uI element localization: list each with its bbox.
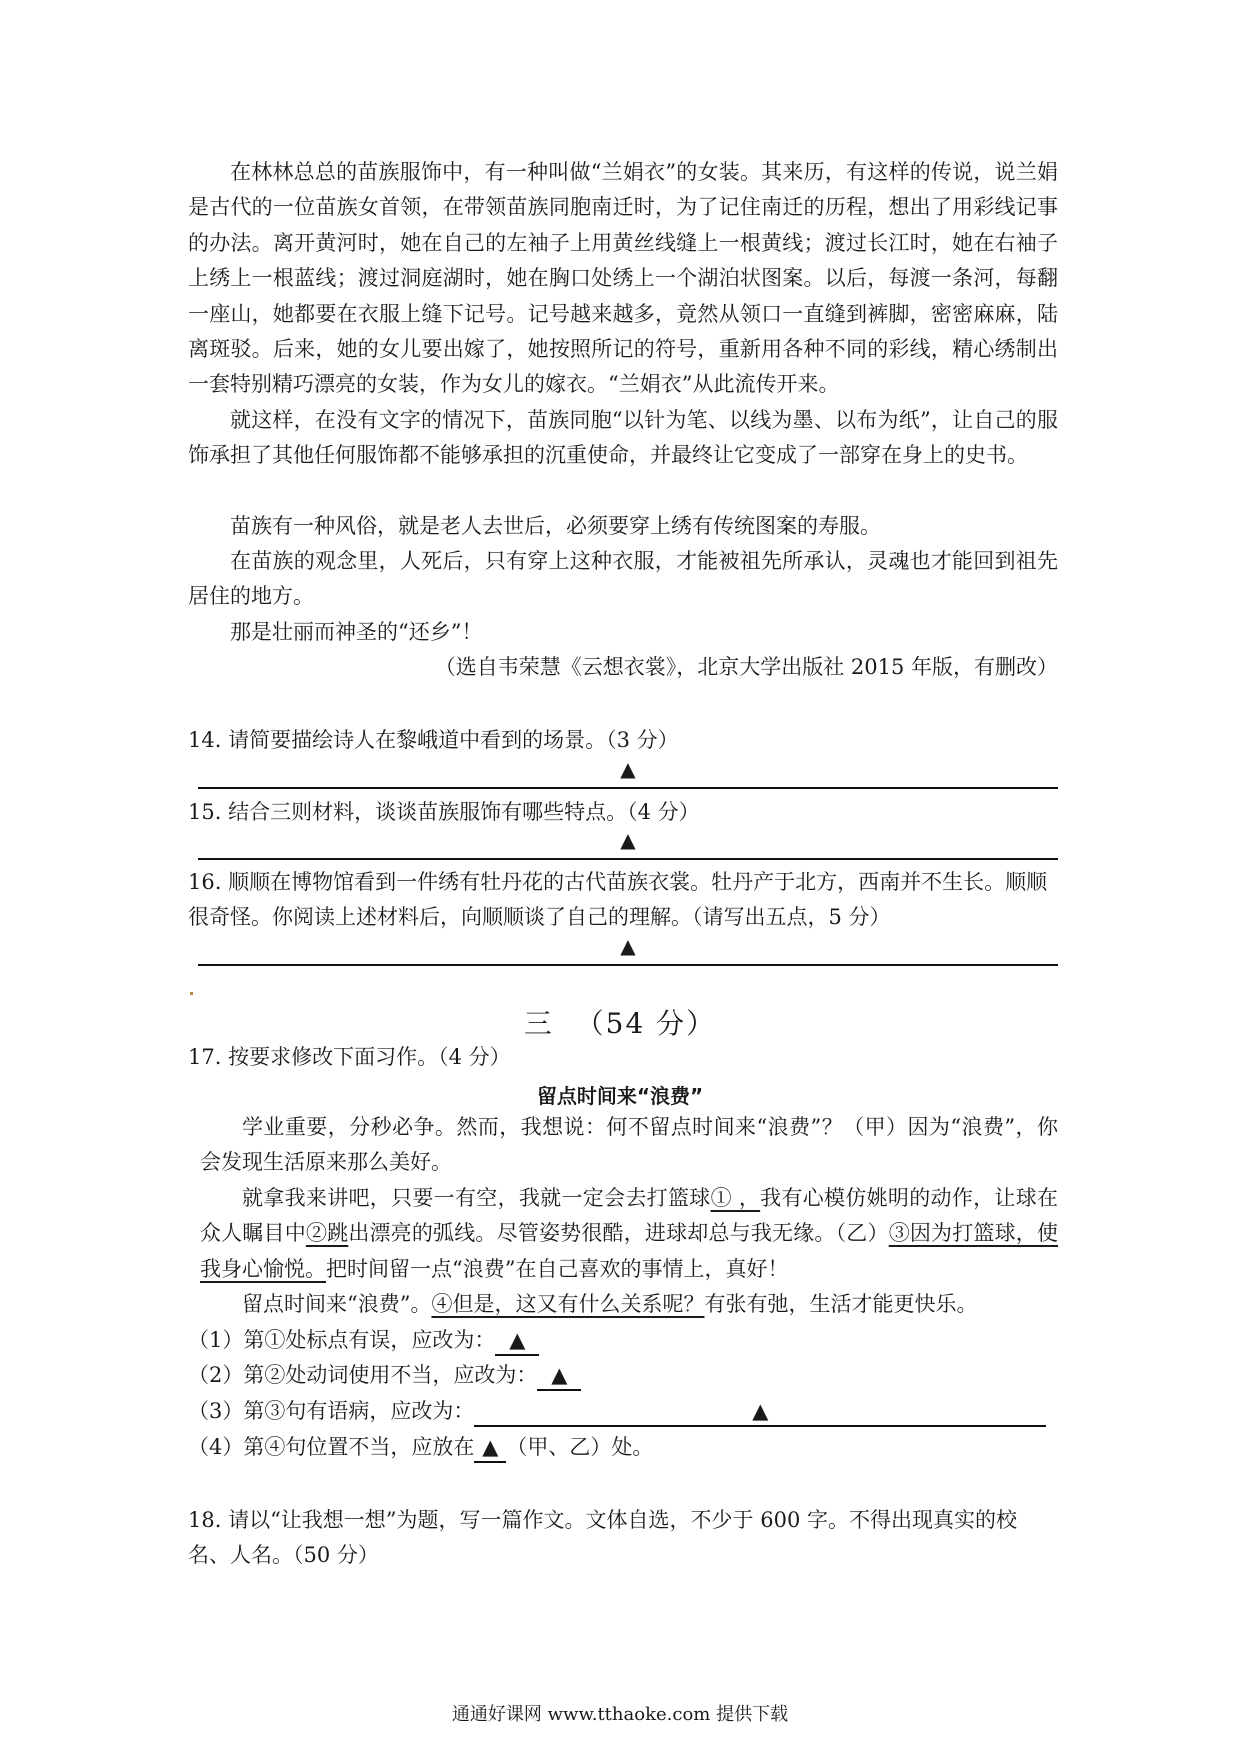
essay-text: 有张有弛，生活才能更快乐。 [704,1292,978,1316]
essay-text: 把时间留一点“浪费”在自己喜欢的事情上，真好！ [326,1256,789,1281]
question-17: 17. 按要求修改下面习作。（4 分） [188,1045,511,1069]
essay-title: 留点时间来“浪费” [536,1084,704,1108]
sub-question-label: （甲、乙）处。 [506,1435,654,1459]
essay-text: 我有心模仿姚明的动作，让球在众人瞩目中 [200,1186,1059,1246]
passage-paragraph-3: 苗族有一种风俗，就是老人去世后，必须要穿上绣有传统图案的寿服。 [230,514,881,538]
answer-mark: ▲ [752,1399,769,1423]
sub-question-4 [188,1430,1058,1465]
mark-3: ③因为打篮球，使我身心愉悦。 [200,1221,1058,1281]
question-14: 14. 请简要描绘诗人在黎峨道中看到的场景。（3 分） [188,728,679,752]
passage-paragraph-2: 就这样，在没有文字的情况下，苗族同胞“以针为笔、以线为墨、以布为纸”，让自己的服饰承担了其他任何服饰都不能够承担的沉重使命，并最终让它变成了一部穿在身上的史书。 [188,408,1058,468]
sub-question-label: （3）第③句有语病，应改为： [188,1399,475,1423]
passage-paragraph-1: 在林林总总的苗族服饰中，有一种叫做“兰娟衣”的女装。其来历，有这样的传说，说兰娟是古代的一位苗族女首领，在带领苗族同胞南迁时，为了记住南迁的历程，想出了用彩线记事的办法。离开黄河时，她在自己的左袖子上用黄丝线缝上一根黄线；渡过长江时，她在右袖子上绣上一根蓝线；渡过洞庭湖时，她在胸口处绣上一个湖泊状图案。以后，每渡一条河，每翻一座山，她都要在衣服上缝下记号。记号越来越多，竟然从领口一直缝到裤脚，密密麻麻，陆离斑驳。后来，她的女儿要出嫁了，她按照所记的符号，重新用各种不同的彩线，精心绣制出一套特别精巧漂亮的女装，作为女儿的嫁衣。“兰娟衣”从此流传开来。 [188,160,1058,397]
passage-paragraph-4: 在苗族的观念里，人死后，只有穿上这种衣服，才能被祖先所承认，灵魂也才能回到祖先居住的地方。 [188,549,1058,609]
essay-text: 就拿我来讲吧，只要一有空，我就一定会去打篮球 [242,1186,711,1210]
answer-mark: ▲ [620,757,636,781]
question-15: 15. 结合三则材料，谈谈苗族服饰有哪些特点。（4 分） [188,800,700,824]
answer-mark: ▲ [620,828,636,852]
sub-question-2 [188,1358,1058,1393]
answer-mark: ▲ [620,934,636,958]
answer-blank-1[interactable] [495,1328,539,1356]
essay-text: 留点时间来“浪费”。 [242,1292,432,1316]
essay-paragraph-1: 学业重要，分秒必争。然而，我想说：何不留点时间来“浪费”？（甲）因为“浪费”，你会发现生活原来那么美好。 [200,1115,1058,1175]
question-16: 16. 顺顺在博物馆看到一件绣有牡丹花的古代苗族衣裳。牡丹产于北方，西南并不生长。顺顺很奇怪。你阅读上述材料后，向顺顺谈了自己的理解。（请写出五点，5 分） [188,870,1048,929]
essay-paragraph-3 [200,1287,1058,1322]
mark-4: ④但是，这又有什么关系呢？ [431,1292,705,1316]
section-number: 三 [523,1007,554,1040]
essay-paragraph-2 [200,1181,1058,1287]
answer-blank-4[interactable] [474,1435,506,1463]
mark-2: ②跳 [305,1221,349,1246]
section-3-heading [0,1002,1240,1042]
sub-question-1 [188,1323,1058,1358]
answer-blank-3[interactable] [474,1399,1046,1427]
answer-line-14[interactable] [198,757,1058,789]
scan-speck [190,992,193,995]
answer-line-15[interactable] [198,828,1058,860]
mark-1: ① ， [710,1186,761,1210]
answer-blank-2[interactable] [537,1363,581,1391]
passage-citation: （选自韦荣慧《云想衣裳》，北京大学出版社 2015 年版，有删改） [434,655,1058,679]
passage-paragraph-5: 那是壮丽而神圣的“还乡”！ [230,620,483,644]
sub-question-3 [188,1394,1058,1429]
section-score: （54 分） [575,1007,717,1040]
page-footer: 通通好课网 www.tthaoke.com 提供下载 [451,1704,789,1725]
sub-question-label: （1）第①处标点有误，应改为： [188,1328,496,1352]
question-18: 18. 请以“让我想一想”为题，写一篇作文。文体自选，不少于 600 字。不得出现真实的校名、人名。（50 分） [188,1508,1017,1567]
answer-mark: ▲ [482,1435,499,1459]
sub-question-label: （4）第④句位置不当，应放在 [188,1435,475,1459]
answer-mark: ▲ [509,1328,526,1352]
answer-line-16[interactable] [198,934,1058,966]
answer-mark: ▲ [551,1363,568,1387]
essay-text: 出漂亮的弧线。尽管姿势很酷，进球却总与我无缘。（乙） [348,1221,889,1246]
sub-question-label: （2）第②处动词使用不当，应改为： [188,1363,538,1387]
